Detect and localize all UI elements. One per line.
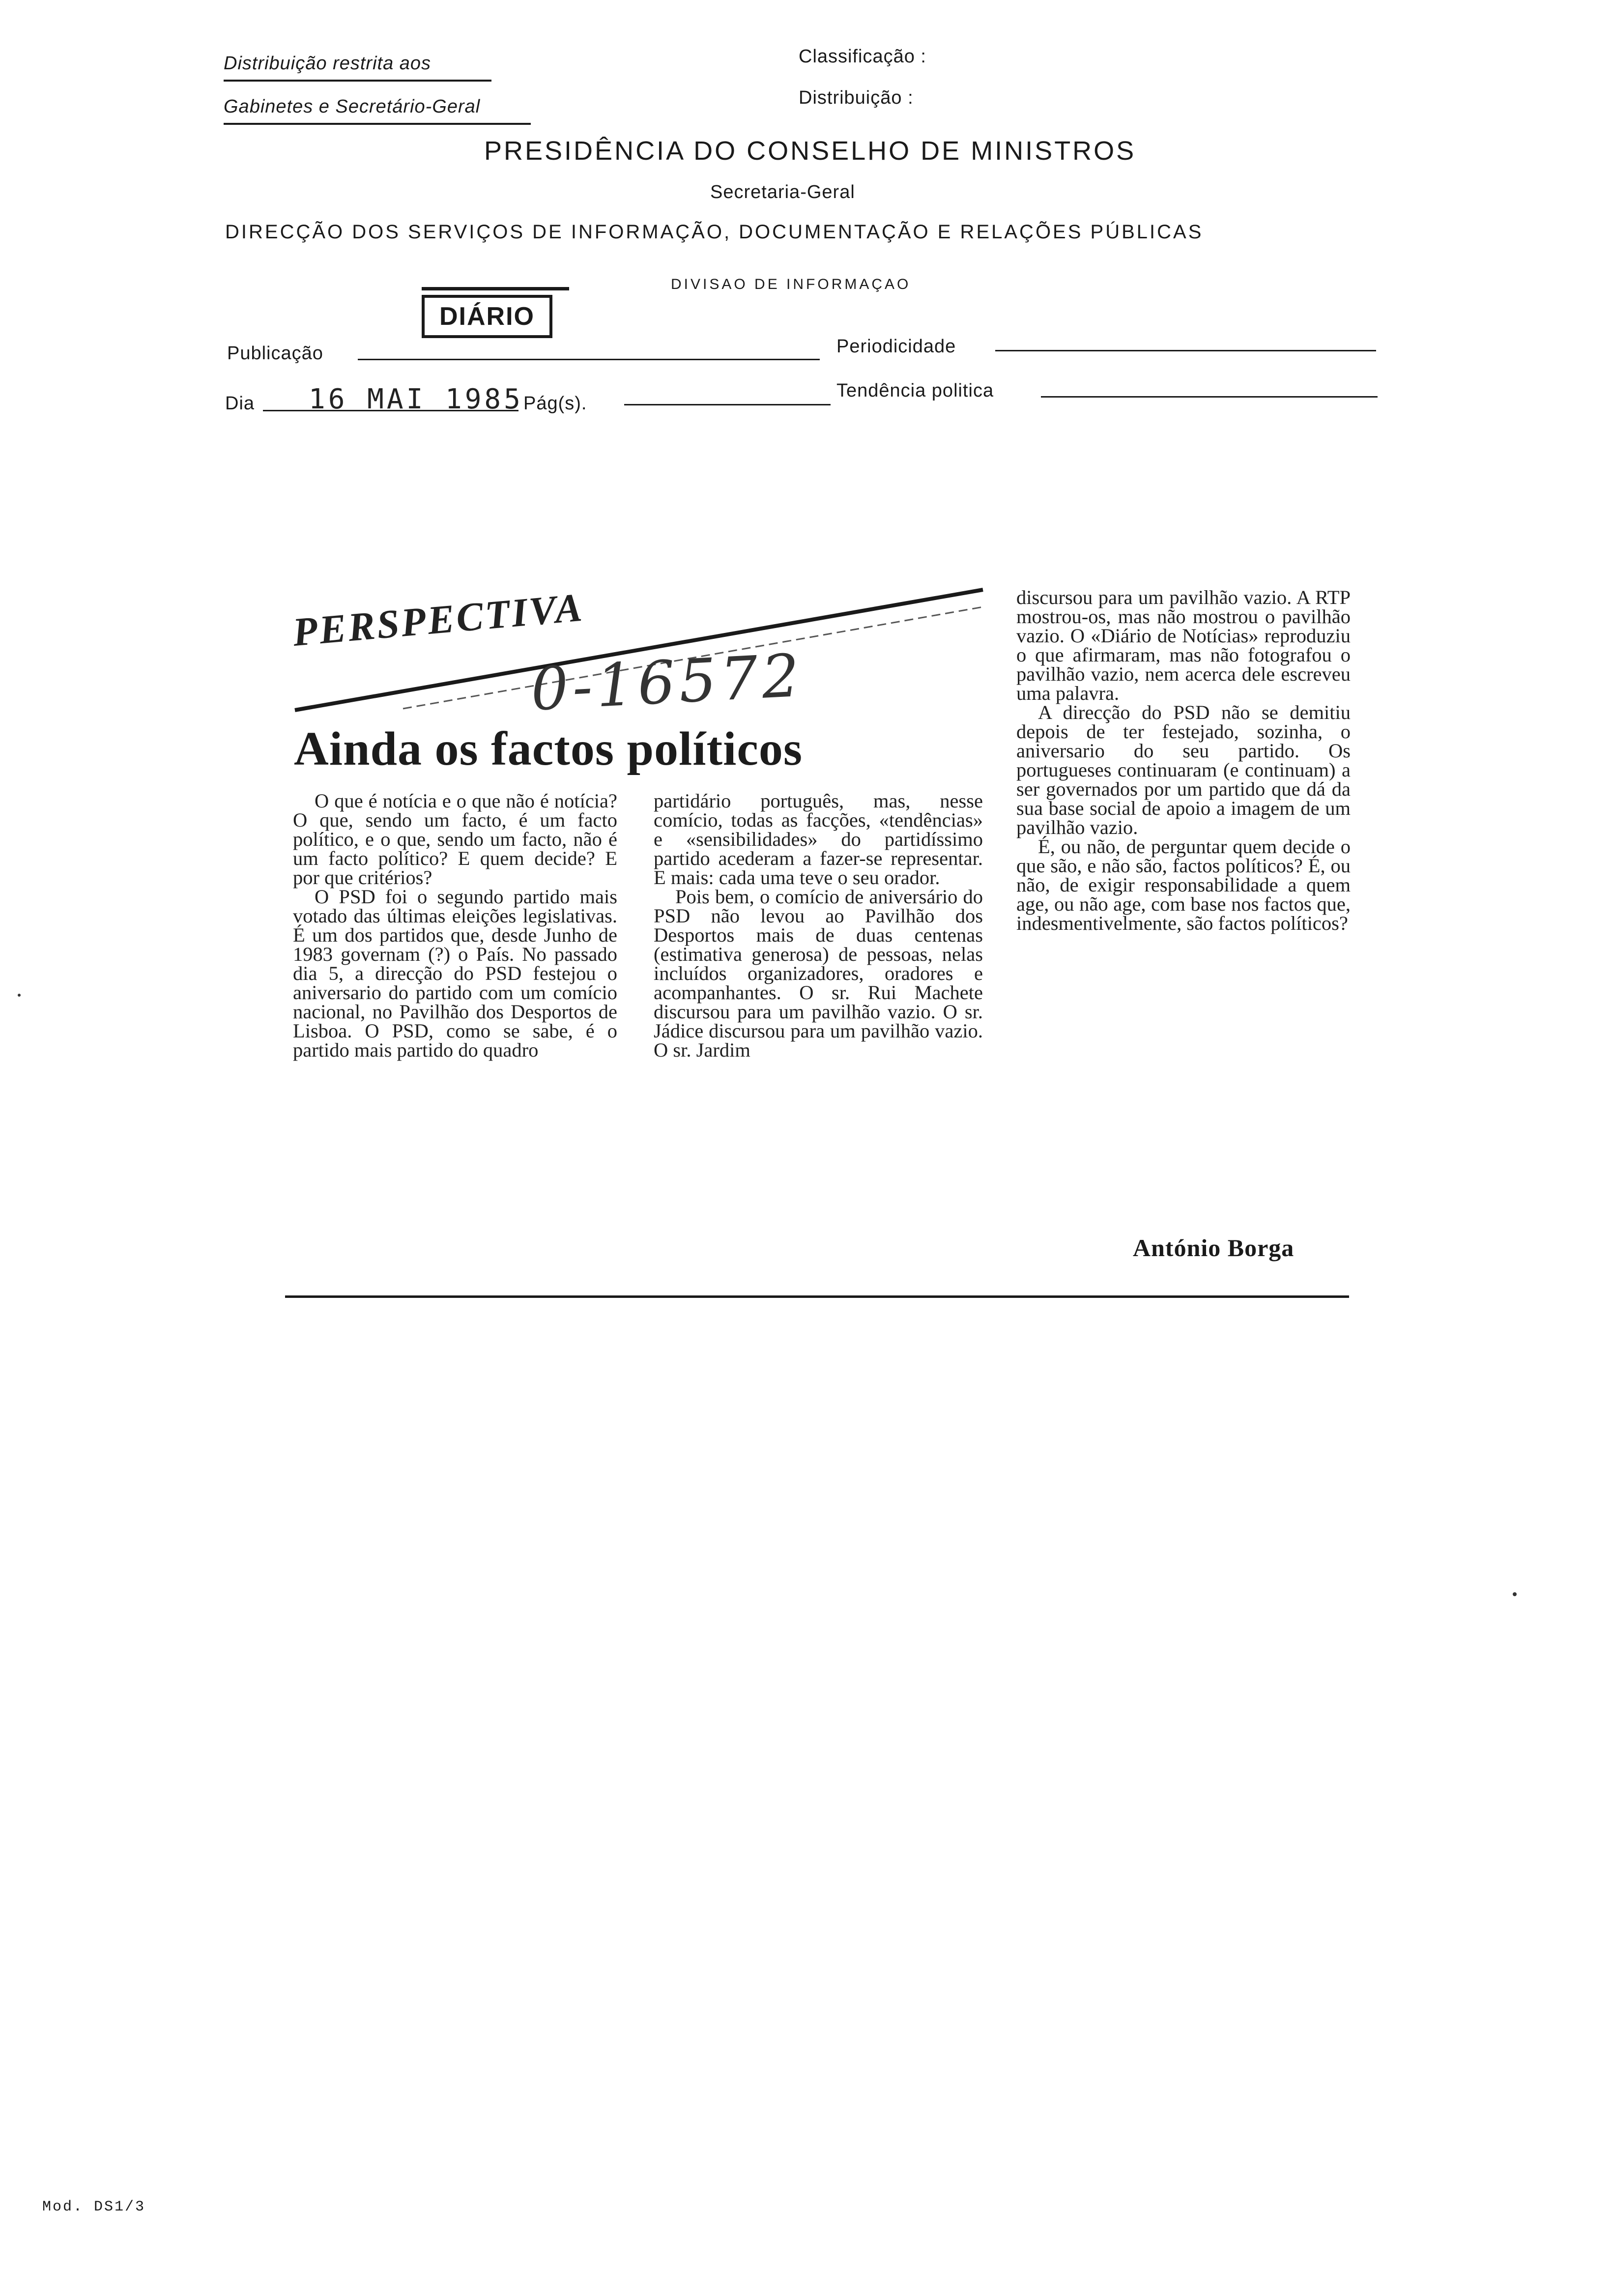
scan-speck-2	[1513, 1592, 1517, 1596]
article-column-3	[1016, 588, 1351, 933]
page-subtitle: Secretaria-Geral	[710, 182, 855, 202]
article-author: António Borga	[1133, 1234, 1295, 1262]
col3-paragraph-3: É, ou não, de perguntar quem decide o que são, e não são, factos políticos? É, ou não, de exigir responsabilidade a quem age, ou não age, com base nos factos que, indesmentivelmente, são factos políticos?	[1016, 835, 1351, 934]
article-headline: Ainda os factos políticos	[294, 722, 803, 775]
col3-paragraph-2: A direcção do PSD não se demitiu depois de ter festejado, sozinha, o aniversario do seu partido. Os portugueses continuaram (e continuam) a ser governados por um partido que dá da sua base social de apoio a imagem de um pavilhão vazio.	[1016, 701, 1351, 838]
dia-label: Dia	[225, 393, 255, 414]
col1-paragraph-2: O PSD foi o segundo partido mais votado das últimas eleições legislativas. É um dos partidos que, desde Junho de 1983 governam (?) o País. No passado dia 5, a direcção do PSD festejou o aniversario do partido com um comício nacional, no Pavilhão dos Desportos de Lisboa. O PSD, como se sabe, é o partido mais partido do quadro	[293, 886, 617, 1061]
col1-paragraph-1: O que é notícia e o que não é notícia? O que, sendo um facto, é um facto político, e o que, sendo um facto, não é um facto político? E quem decide? E por que critérios?	[293, 790, 617, 889]
restricted-distribution-line2: Gabinetes e Secretário-Geral	[224, 96, 481, 117]
dia-line	[263, 410, 518, 411]
scan-speck-1	[18, 994, 21, 997]
col3-paragraph-1: discursou para um pavilhão vazio. A RTP mostrou-os, mas não mostrou o pavilhão vazio. O «Diário de Notícias» reproduziu o que afirmaram, mas não fotografou o pavilhão vazio, nem acerca dele escreveu uma palavra.	[1016, 586, 1351, 704]
distribuicao-label: Distribuição :	[799, 87, 914, 108]
divisao-line: DIVISAO DE INFORMAÇAO	[671, 276, 911, 292]
article-column-1	[293, 791, 617, 1060]
publicacao-line	[358, 359, 820, 360]
dia-date-stamp: 16 MAI 1985	[309, 383, 523, 415]
page-title: PRESIDÊNCIA DO CONSELHO DE MINISTROS	[484, 136, 1136, 166]
direccao-line: DIRECÇÃO DOS SERVIÇOS DE INFORMAÇÃO, DOCUMENTAÇÃO E RELAÇÕES PÚBLICAS	[225, 221, 1204, 243]
article-column-2	[654, 791, 983, 1060]
classificacao-label: Classificação :	[799, 46, 926, 67]
footer-code: Mod. DS1/3	[42, 2199, 146, 2215]
col2-paragraph-2: Pois bem, o comício de aniversário do PSD não levou ao Pavilhão dos Desportos mais de duas centenas (estimativa generosa) de pessoas, nelas incluídos organizadores, oradores e acompanhantes. O sr. Rui Machete discursou para um pavilhão vazio. O sr. Jádice discursou para um pavilhão vazio. O sr. Jardim	[654, 886, 983, 1061]
publicacao-label: Publicação	[227, 343, 323, 364]
tendencia-line	[1041, 396, 1378, 398]
pags-label: Pág(s).	[523, 393, 587, 414]
underline-1	[224, 80, 491, 82]
stamp-top-line	[422, 287, 569, 290]
handwritten-reference: 0-16572	[529, 641, 805, 724]
tendencia-label: Tendência politica	[836, 380, 994, 401]
underline-2	[224, 123, 531, 125]
article-bottom-rule	[285, 1295, 1349, 1298]
pags-line	[624, 404, 831, 405]
col2-paragraph-1: partidário português, mas, nesse comício, todas as facções, «tendências» e «sensibilidades» do partidíssimo partido acederam a fazer-se representar. E mais: cada uma teve o seu orador.	[654, 790, 983, 889]
publicacao-stamp: DIÁRIO	[422, 295, 552, 338]
periodicidade-label: Periodicidade	[836, 336, 956, 357]
restricted-distribution-line1: Distribuição restrita aos	[224, 53, 432, 74]
periodicidade-line	[995, 350, 1376, 351]
article-kicker: PERSPECTIVA	[290, 584, 586, 655]
